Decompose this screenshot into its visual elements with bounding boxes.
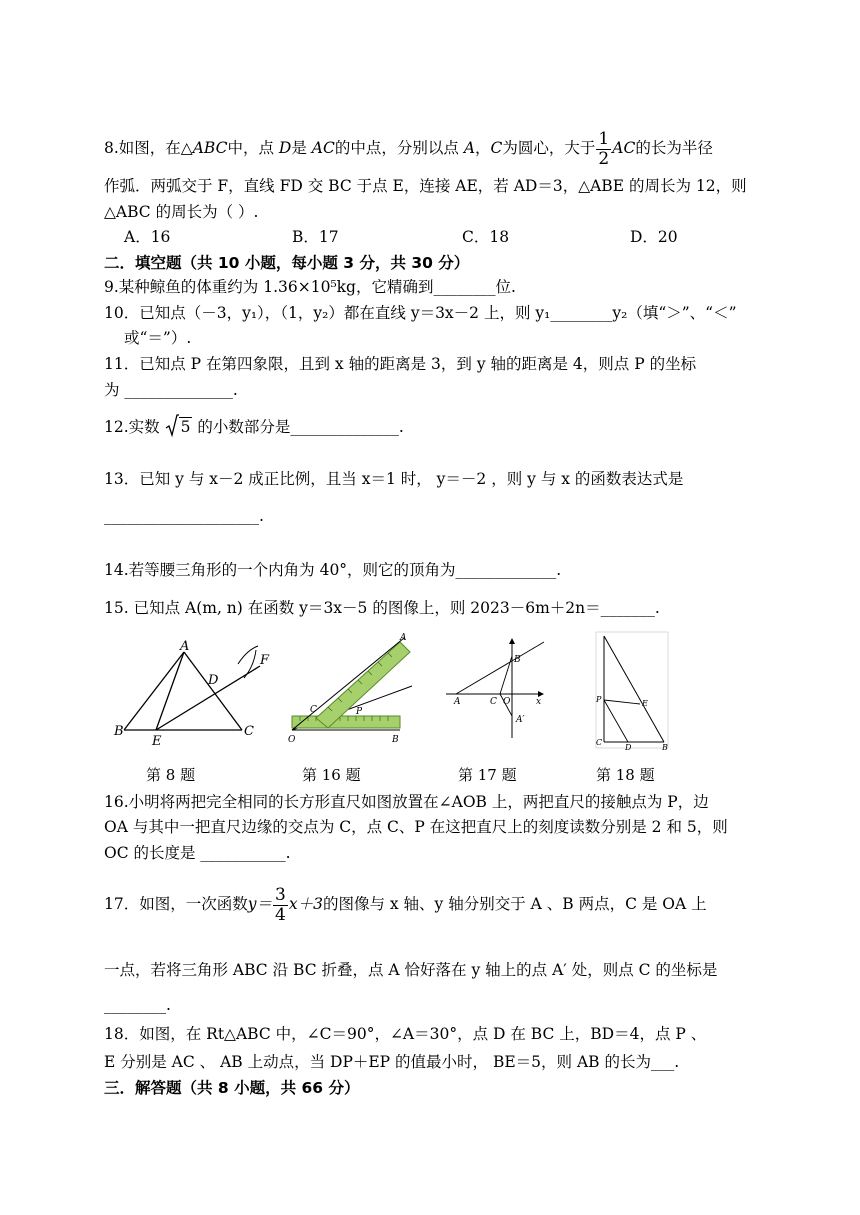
fig8-label-e: E <box>152 734 162 748</box>
q8-line3: △ABC 的周长为（ ）. <box>104 203 259 221</box>
fig17-label-a-prime: A′ <box>516 715 525 725</box>
q8-option-a: A．16 <box>124 228 171 246</box>
caption-figure-17: 第 17 题 <box>458 766 517 784</box>
q11-line2: 为 ______________. <box>104 381 238 399</box>
fig18-label-e: E <box>642 699 648 708</box>
q17-line1: 17．如图，一次函数y＝ $\frac{3}{4}$ x＋3的图像与 x 轴、y 轴分别交于 A 、B 两点，C 是 OA 上 <box>104 885 707 925</box>
q18-line1: 18．如图，在 Rt△ABC 中，∠C＝90°，∠A＝30°，点 D 在 BC 上，BD＝4，点 P 、 <box>104 1025 707 1043</box>
q8-line1: 8.如图，在△ABC中，点 D是 AC的中点，分别以点 A，C为圆心，大于 $\frac{1}{2}$ AC的长为半径 <box>104 129 713 169</box>
fig18-label-b: B <box>662 743 668 752</box>
fig17-label-x: x <box>536 697 542 707</box>
fig16-label-o: O <box>288 735 296 745</box>
fig17-label-c: C <box>490 697 497 707</box>
fig17-label-o: O <box>503 697 511 707</box>
fig18-label-d: D <box>625 743 632 752</box>
q8-option-b: B．17 <box>292 228 339 246</box>
fig16-label-b: B <box>392 735 399 745</box>
sqrt-symbol: 5 <box>165 418 193 436</box>
figure-8-triangle <box>112 638 282 748</box>
q8-line2: 作弧．两弧交于 F，直线 FD 交 BC 于点 E，连接 AE，若 AD＝3，△ABE 的周长为 12，则 <box>104 177 747 195</box>
figure-18-right-triangle <box>594 630 674 752</box>
caption-figure-8: 第 8 题 <box>146 766 196 784</box>
fig17-label-b: B <box>514 655 521 665</box>
figure-17-axes <box>440 634 550 744</box>
fig17-label-a: A <box>454 697 461 707</box>
q11-line1: 11．已知点 P 在第四象限，且到 x 轴的距离是 3，到 y 轴的距离是 4，则点 P 的坐标 <box>104 355 697 373</box>
q18-line2: E 分别是 AC 、 AB 上动点，当 DP＋EP 的值最小时， BE＝5，则 AB 的长为___. <box>104 1053 680 1071</box>
fraction-half: $\frac{1}{2}$ <box>598 129 610 169</box>
q12: 12.实数 5 的小数部分是______________. <box>104 415 404 437</box>
q13-line1: 13．已知 y 与 x－2 成正比例，且当 x＝1 时， y＝－2 ，则 y 与 x 的函数表达式是 <box>104 470 684 488</box>
section-2-heading: 二．填空题（共 10 小题，每小题 3 分，共 30 分） <box>104 254 470 272</box>
q14: 14.若等腰三角形的一个内角为 40°，则它的顶角为_____________. <box>104 561 562 579</box>
caption-figure-16: 第 16 题 <box>302 766 361 784</box>
q16-line3: OC 的长度是 ___________. <box>104 844 291 862</box>
q16-line2: OA 与其中一把直尺边缘的交点为 C，点 C、P 在这把直尺上的刻度读数分别是 2 和 5，则 <box>104 818 728 836</box>
fig16-label-p: P <box>356 707 363 717</box>
fig16-label-a: A <box>400 633 407 643</box>
q10-line1: 10．已知点（－3，y₁），（1，y₂）都在直线 y＝3x－2 上，则 y₁________y₂（填“＞”、“＜” <box>104 304 737 322</box>
fig16-label-c: C <box>310 705 317 715</box>
fig8-label-c: C <box>244 724 254 739</box>
fig8-label-f: F <box>260 653 270 668</box>
q13-line2: ____________________. <box>104 507 264 525</box>
fig18-label-c: C <box>596 738 603 747</box>
fig8-label-a: A <box>180 639 190 654</box>
caption-figure-18: 第 18 题 <box>596 766 655 784</box>
figure-16-rulers <box>288 632 428 747</box>
q10-line2: 或“＝”）. <box>124 329 192 347</box>
q9: 9.某种鲸鱼的体重约为 1.36×10⁵kg，它精确到________位. <box>104 278 516 296</box>
section-3-heading: 三．解答题（共 8 小题，共 66 分） <box>104 1079 360 1097</box>
q8-option-d: D．20 <box>630 228 678 246</box>
fraction-three-quarters: $\frac{3}{4}$ <box>275 885 286 925</box>
q17-line2: 一点，若将三角形 ABC 沿 BC 折叠，点 A 恰好落在 y 轴上的点 A′ 处，则点 C 的坐标是 <box>104 961 718 979</box>
q15: 15. 已知点 A(m, n) 在函数 y＝3x－5 的图像上，则 2023－6m＋2n＝_______. <box>104 599 660 617</box>
fig8-label-d: D <box>208 673 219 688</box>
q17-line3: ________. <box>104 996 171 1014</box>
q8-option-c: C．18 <box>462 228 510 246</box>
fig18-label-p: P <box>596 695 602 704</box>
q16-line1: 16.小明将两把完全相同的长方形直尺如图放置在∠AOB 上，两把直尺的接触点为 P，边 <box>104 793 709 811</box>
fig8-label-b: B <box>114 724 124 739</box>
